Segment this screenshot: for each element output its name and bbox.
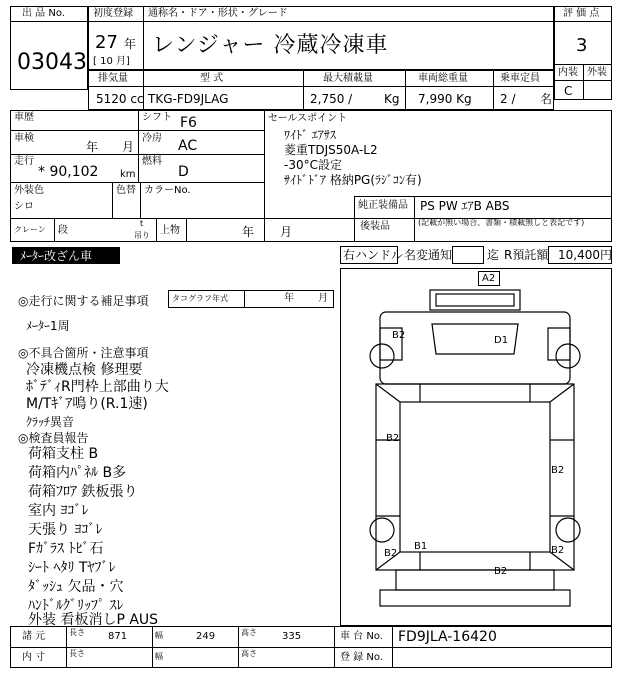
model-label: 型 式 — [200, 73, 224, 84]
shift-label: シフト — [142, 112, 172, 123]
inspector-line: ﾊﾝﾄﾞﾙｸﾞﾘｯﾌﾟ ｽﾚ — [28, 598, 124, 614]
width-value: 249 — [196, 631, 216, 642]
truck-diagram — [340, 268, 612, 626]
inspector-line: 荷箱ﾌﾛｱ 鉄板張り — [28, 484, 138, 500]
inspector-line: 外装 看板消しP AUS — [28, 612, 159, 628]
inspector-line: Fｶﾞﾗｽ ﾄﾋﾞ石 — [28, 541, 104, 557]
tax-unit: 円 — [600, 248, 613, 262]
tacho-label: タコグラフ年式 — [172, 294, 228, 303]
equipment-value: PS PW ｴｱB ABS — [420, 199, 510, 213]
width-label: 幅 — [155, 631, 163, 640]
inspector-line: 室内 ﾖｺﾞﾚ — [28, 503, 89, 519]
load-unit: Kg — [384, 92, 400, 106]
year-unit: 年 — [124, 37, 137, 51]
driving-header: ◎走行に関する補足事項 — [18, 294, 149, 308]
chassis-value: FD9JLA-16420 — [398, 629, 497, 645]
lot-label: 出 品 No. — [22, 8, 65, 19]
damage-mark: B2 — [551, 465, 565, 476]
color-change-label: 色替 — [116, 185, 136, 196]
inspector-line: 天張り ﾖｺﾞﾚ — [28, 522, 103, 538]
load-value: 2,750 / — [310, 92, 353, 106]
driving-note: ﾒｰﾀｰ1周 — [26, 319, 70, 333]
mileage-label: 走行 — [14, 156, 34, 167]
tax-label: R預託額 — [504, 248, 549, 262]
upper-month: 月 — [280, 225, 293, 239]
sales-point-line: ｻｲﾄﾞﾄﾞｱ 格納PG(ﾗｼﾞｺﾝ有) — [284, 173, 422, 187]
score-value: 3 — [576, 35, 588, 56]
damage-mark: B2 — [551, 545, 565, 556]
damage-mark: D1 — [494, 335, 509, 346]
fuel-value: D — [178, 164, 189, 180]
inspector-header: ◎検査員報告 — [18, 431, 89, 445]
inspection-label: 車検 — [14, 133, 34, 144]
inspector-line: ﾀﾞｯｼｭ 欠品・穴 — [28, 579, 124, 595]
inner-length-label: 長さ — [69, 649, 85, 658]
inspector-line: 荷箱支柱 B — [28, 446, 99, 462]
capacity-label: 乗車定員 — [500, 73, 540, 84]
defect-line: M/Tｷﾞｱ鳴り(R.1速) — [26, 396, 148, 412]
tax-value: 10,400 — [558, 248, 600, 262]
displacement-label: 排気量 — [98, 73, 128, 84]
lot-number: 03043 — [17, 50, 87, 75]
height-label: 高さ — [241, 628, 257, 637]
inspection-year: 年 — [86, 140, 99, 154]
crane-ton: t — [140, 219, 144, 228]
inner-height-label: 高さ — [241, 649, 257, 658]
ac-label: 冷房 — [142, 133, 162, 144]
inner-dims-label: 内 寸 — [22, 652, 46, 663]
length-label: 長さ — [69, 628, 85, 637]
defect-line: ﾎﾞﾃﾞｨR門枠上部曲り大 — [26, 379, 169, 395]
inspection-month: 月 — [122, 140, 135, 154]
registration-label: 登 録 No. — [340, 652, 383, 663]
inner-width-label: 幅 — [155, 652, 163, 661]
defects-header: ◎不具合箇所・注意事項 — [18, 346, 149, 360]
damage-mark: B2 — [386, 433, 400, 444]
crane-label: クレーン — [14, 225, 46, 234]
tampered-meter-banner: ﾒｰﾀｰ改ざん車 — [12, 247, 120, 264]
color-no-label: カラーNo. — [144, 185, 191, 196]
name-change-label: 名変通知 — [404, 248, 453, 262]
sales-point-line: 菱重TDJS50A-L2 — [284, 143, 378, 157]
interior-grade: C — [564, 84, 573, 98]
gross-label: 車両総重量 — [418, 73, 468, 84]
exterior-label: 外装 — [587, 67, 607, 78]
inspector-line: 荷箱内ﾊﾟﾈﾙ B多 — [28, 465, 127, 481]
sales-point-line: ﾜｲﾄﾞ ｴｱｻｽ — [284, 128, 336, 142]
ext-color-value: シロ — [14, 201, 34, 212]
shift-value: F6 — [180, 115, 197, 131]
name-change-box — [452, 246, 484, 264]
capacity-value: 2 / — [500, 92, 516, 106]
displacement-value: 5120 cc — [96, 92, 144, 106]
interior-label: 内装 — [558, 67, 578, 78]
inspector-line: ｼｰﾄ ﾍﾀﾘ Tﾔﾌﾞﾚ — [28, 560, 116, 576]
dims-label: 諸 元 — [22, 631, 46, 642]
sales-points-label: セールスポイント — [268, 113, 348, 124]
mileage-value: * 90,102 — [38, 164, 99, 180]
damage-mark: B2 — [392, 330, 406, 341]
sales-point-line: -30°C設定 — [284, 158, 342, 172]
mileage-unit: km — [120, 169, 136, 180]
defect-line: 冷凍機点検 修理要 — [26, 362, 143, 378]
aftermarket-note: (記載が無い場合、書類・積載無しと表記です) — [418, 218, 585, 227]
defect-line: ｸﾗｯﾁ異音 — [26, 415, 75, 429]
score-label: 評 価 点 — [563, 8, 600, 19]
length-value: 871 — [108, 631, 128, 642]
chassis-label: 車 台 No. — [340, 631, 383, 642]
upper-year: 年 — [242, 225, 255, 239]
vehicle-name: レンジャー 冷蔵冷凍車 — [152, 33, 389, 58]
capacity-unit: 名 — [540, 92, 553, 106]
model-value: TKG-FD9JLAG — [148, 92, 229, 106]
damage-mark: B1 — [414, 541, 428, 552]
damage-mark: B2 — [494, 566, 508, 577]
crane-stage: 段 — [58, 225, 68, 236]
history-label: 車歴 — [14, 112, 34, 123]
ac-value: AC — [178, 138, 198, 154]
ext-color-label: 外装色 — [14, 185, 44, 196]
crane-lift: 吊り — [134, 231, 150, 240]
steering-value: 右ハンドル — [343, 248, 404, 262]
equipment-label: 純正装備品 — [358, 200, 408, 211]
first-reg-month: [ 10 月] — [93, 56, 130, 67]
height-value: 335 — [282, 631, 302, 642]
upper-label: 上物 — [160, 225, 180, 236]
tacho-year: 年 — [284, 293, 294, 304]
aftermarket-label: 後装品 — [360, 221, 390, 232]
name-label: 通称名・ドア・形状・グレード — [148, 8, 288, 19]
fuel-label: 燃料 — [142, 156, 162, 167]
gross-value: 7,990 Kg — [418, 92, 472, 106]
tacho-month: 月 — [318, 293, 328, 304]
damage-mark: B2 — [384, 548, 398, 559]
first-reg-label: 初度登録 — [93, 8, 133, 19]
load-label: 最大積載量 — [323, 73, 373, 84]
deadline-char: 迄 — [487, 248, 500, 262]
damage-mark: A2 — [482, 273, 496, 284]
first-reg-year: 27 — [95, 32, 118, 53]
